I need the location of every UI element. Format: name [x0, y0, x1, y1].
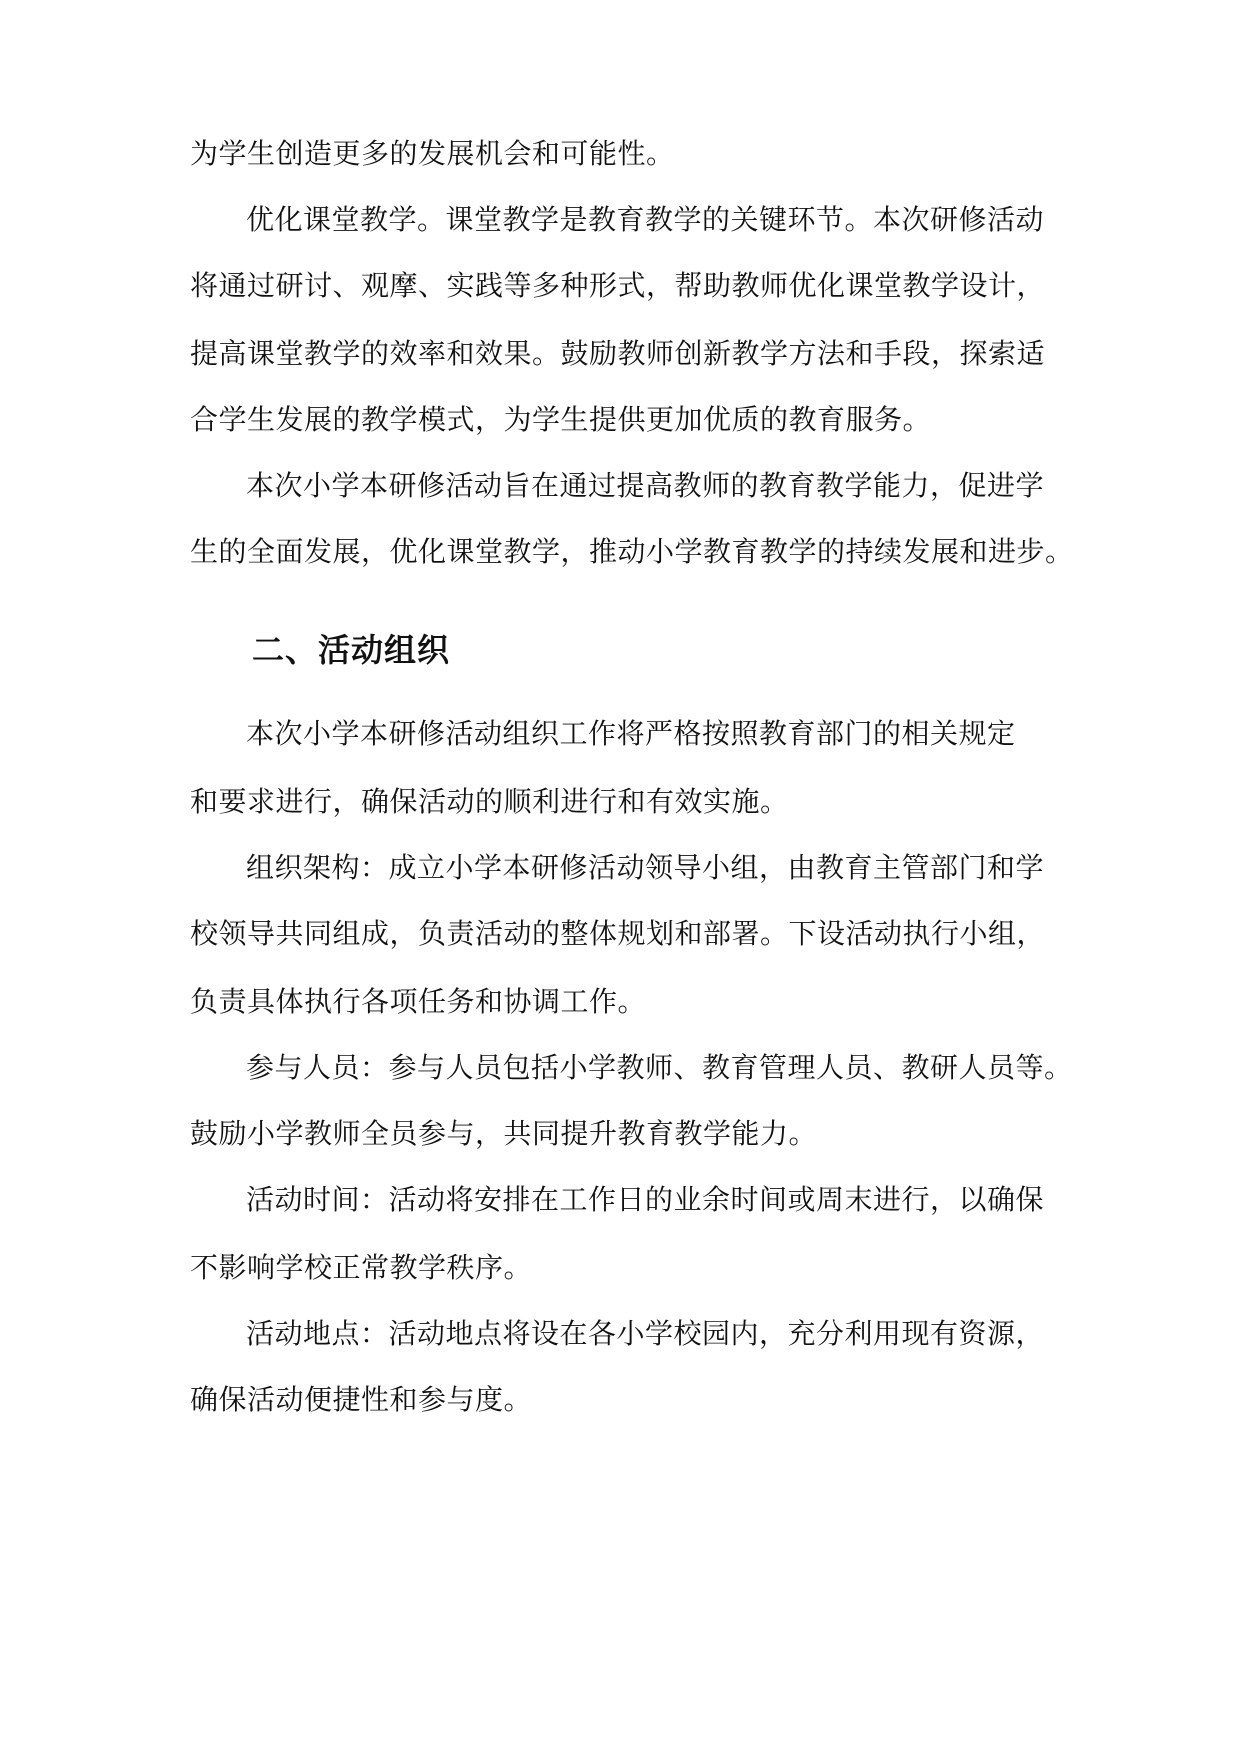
paragraph-line: 不影响学校正常教学秩序。: [190, 1251, 533, 1284]
paragraph-line: 校领导共同组成，负责活动的整体规划和部署。下设活动执行小组，: [190, 917, 1046, 950]
section-heading: 二、活动组织: [252, 631, 451, 669]
paragraph-line: 优化课堂教学。课堂教学是教育教学的关键环节。本次研修活动: [246, 203, 1045, 236]
paragraph-line: 组织架构：成立小学本研修活动领导小组，由教育主管部门和学: [246, 851, 1045, 884]
paragraph-line: 和要求进行，确保活动的顺利进行和有效实施。: [190, 785, 789, 818]
paragraph-line: 将通过研讨、观摩、实践等多种形式，帮助教师优化课堂教学设计，: [190, 269, 1046, 302]
paragraph-line: 参与人员：参与人员包括小学教师、教育管理人员、教研人员等。: [246, 1051, 1073, 1084]
paragraph-line: 提高课堂教学的效率和效果。鼓励教师创新教学方法和手段，探索适: [190, 337, 1046, 370]
paragraph-line: 本次小学本研修活动旨在通过提高教师的教育教学能力，促进学: [246, 469, 1045, 502]
paragraph-line: 鼓励小学教师全员参与，共同提升教育教学能力。: [190, 1117, 818, 1150]
paragraph-line: 为学生创造更多的发展机会和可能性。: [190, 137, 675, 170]
paragraph-line: 负责具体执行各项任务和协调工作。: [190, 985, 647, 1018]
paragraph-line: 生的全面发展，优化课堂教学，推动小学教育教学的持续发展和进步。: [190, 535, 1074, 568]
paragraph-line: 活动地点：活动地点将设在各小学校园内，充分利用现有资源，: [246, 1317, 1045, 1350]
paragraph-line: 本次小学本研修活动组织工作将严格按照教育部门的相关规定: [246, 717, 1016, 750]
paragraph-line: 合学生发展的教学模式，为学生提供更加优质的教育服务。: [190, 403, 932, 436]
paragraph-line: 活动时间：活动将安排在工作日的业余时间或周末进行，以确保: [246, 1183, 1045, 1216]
paragraph-line: 确保活动便捷性和参与度。: [190, 1383, 533, 1416]
